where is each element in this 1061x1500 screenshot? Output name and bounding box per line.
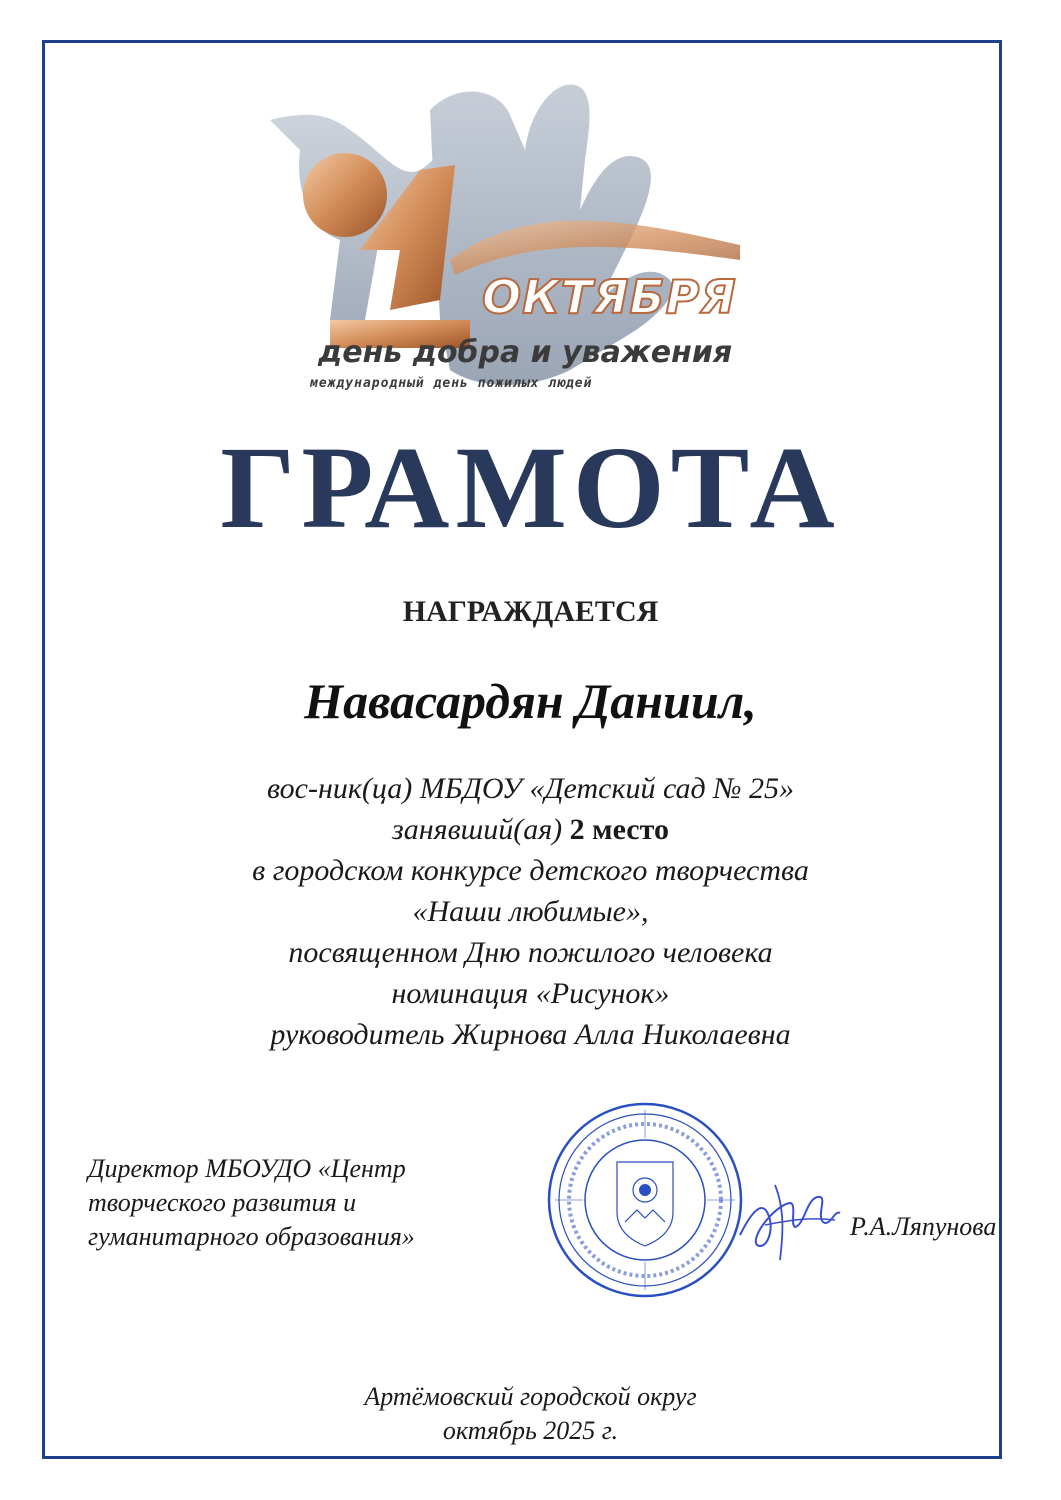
footer-district: Артёмовский городской округ bbox=[364, 1382, 697, 1411]
logo-month-text: ОКТЯБРЯ bbox=[482, 270, 737, 324]
description-line-4: «Наши любимые», bbox=[412, 895, 649, 928]
recipient-name: Навасардян Даниил, bbox=[304, 673, 757, 729]
place-value: 2 место bbox=[569, 813, 669, 846]
place-prefix: занявший(ая) bbox=[392, 813, 563, 846]
footer-date: октябрь 2025 г. bbox=[442, 1416, 619, 1445]
description-line-2 bbox=[0, 809, 1061, 850]
certificate-title: ГРАМОТА bbox=[220, 422, 841, 553]
description-line-3: в городском конкурсе детского творчества bbox=[252, 854, 809, 887]
director-line-1: Директор МБОУДО «Центр bbox=[88, 1154, 406, 1183]
award-description bbox=[0, 768, 1061, 1055]
footer bbox=[0, 1380, 1061, 1448]
description-line-7: руководитель Жирнова Алла Николаевна bbox=[270, 1018, 791, 1051]
logo-main-text: день добра и уважения bbox=[318, 335, 733, 370]
official-stamp bbox=[545, 1100, 745, 1300]
signer-name: Р.А.Ляпунова bbox=[850, 1212, 997, 1241]
description-line-1: вос-ник(ца) МБДОУ «Детский сад № 25» bbox=[267, 772, 794, 805]
director-line-3: гуманитарного образования» bbox=[88, 1222, 415, 1251]
description-line-5: посвященном Дню пожилого человека bbox=[288, 936, 773, 969]
logo-sub-text: международный день пожилых людей bbox=[310, 376, 593, 391]
handwritten-signature bbox=[735, 1165, 845, 1265]
awarded-label: НАГРАЖДАЕТСЯ bbox=[402, 595, 659, 628]
director-line-2: творческого развития и bbox=[88, 1188, 357, 1217]
description-line-6: номинация «Рисунок» bbox=[391, 977, 670, 1010]
director-title bbox=[88, 1152, 508, 1254]
